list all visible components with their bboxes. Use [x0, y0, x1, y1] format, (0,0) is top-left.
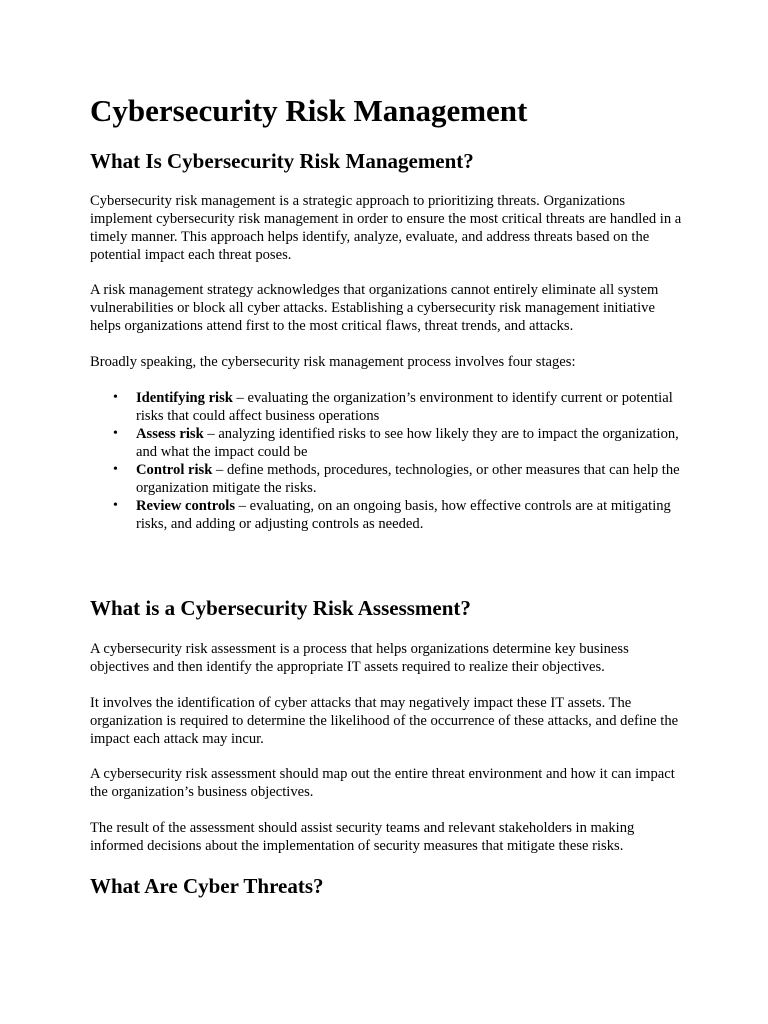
- stage-description: – evaluating, on an ongoing basis, how effective controls are at mitigating risks, and adding or adjusting controls as needed.: [136, 498, 671, 532]
- stage-description: – evaluating the organization’s environment to identify current or potential risks that could affect business operations: [136, 390, 673, 424]
- paragraph-assessment-attacks: It involves the identification of cyber attacks that may negatively impact these IT assets. The organization is required to determine the likelihood of the occurrence of these attacks, and define the impact each attack may incur.: [90, 695, 679, 747]
- bullet-icon: •: [113, 426, 118, 441]
- paragraph-stages-intro: Broadly speaking, the cybersecurity risk management process involves four stages:: [90, 354, 576, 370]
- stages-list: [90, 389, 682, 533]
- stage-term: Control risk: [136, 462, 213, 478]
- section-heading-cyber-threats: What Are Cyber Threats?: [90, 874, 324, 898]
- section-heading-risk-assessment: What is a Cybersecurity Risk Assessment?: [90, 596, 471, 620]
- list-item-control-risk: [90, 461, 682, 497]
- list-item-review-controls: [90, 497, 682, 533]
- document-title: Cybersecurity Risk Management: [90, 93, 528, 128]
- paragraph-strategy: A risk management strategy acknowledges that organizations cannot entirely eliminate all system vulnerabilities or block all cyber attacks. Establishing a cybersecurity risk management initiative helps organizations attend first to the most critical flaws, threat trends, and attacks.: [90, 282, 659, 334]
- paragraph-assessment-definition: A cybersecurity risk assessment is a process that helps organizations determine key business objectives and then identify the appropriate IT assets required to realize their objectives.: [90, 641, 629, 675]
- stage-term: Identifying risk: [136, 390, 233, 406]
- bullet-icon: •: [113, 462, 118, 477]
- stage-description: – analyzing identified risks to see how likely they are to impact the organization, and what the impact could be: [136, 426, 679, 460]
- list-item-identifying-risk: [90, 389, 682, 425]
- stage-description: – define methods, procedures, technologies, or other measures that can help the organization mitigate the risks.: [136, 462, 680, 496]
- paragraph-definition: Cybersecurity risk management is a strategic approach to prioritizing threats. Organizations implement cybersecurity risk management in order to ensure the most critical threats are handled in a timely manner. This approach helps identify, analyze, evaluate, and address threats based on the potential impact each threat poses.: [90, 193, 682, 263]
- section-heading-risk-management: What Is Cybersecurity Risk Management?: [90, 149, 474, 173]
- stage-term: Review controls: [136, 498, 236, 514]
- stage-term: Assess risk: [136, 426, 204, 442]
- paragraph-assessment-environment: A cybersecurity risk assessment should map out the entire threat environment and how it can impact the organization’s business objectives.: [90, 766, 675, 800]
- list-item-assess-risk: [90, 425, 682, 461]
- bullet-icon: •: [113, 498, 118, 513]
- paragraph-assessment-result: The result of the assessment should assist security teams and relevant stakeholders in making informed decisions about the implementation of security measures that mitigate these risks.: [90, 820, 635, 854]
- bullet-icon: •: [113, 390, 118, 405]
